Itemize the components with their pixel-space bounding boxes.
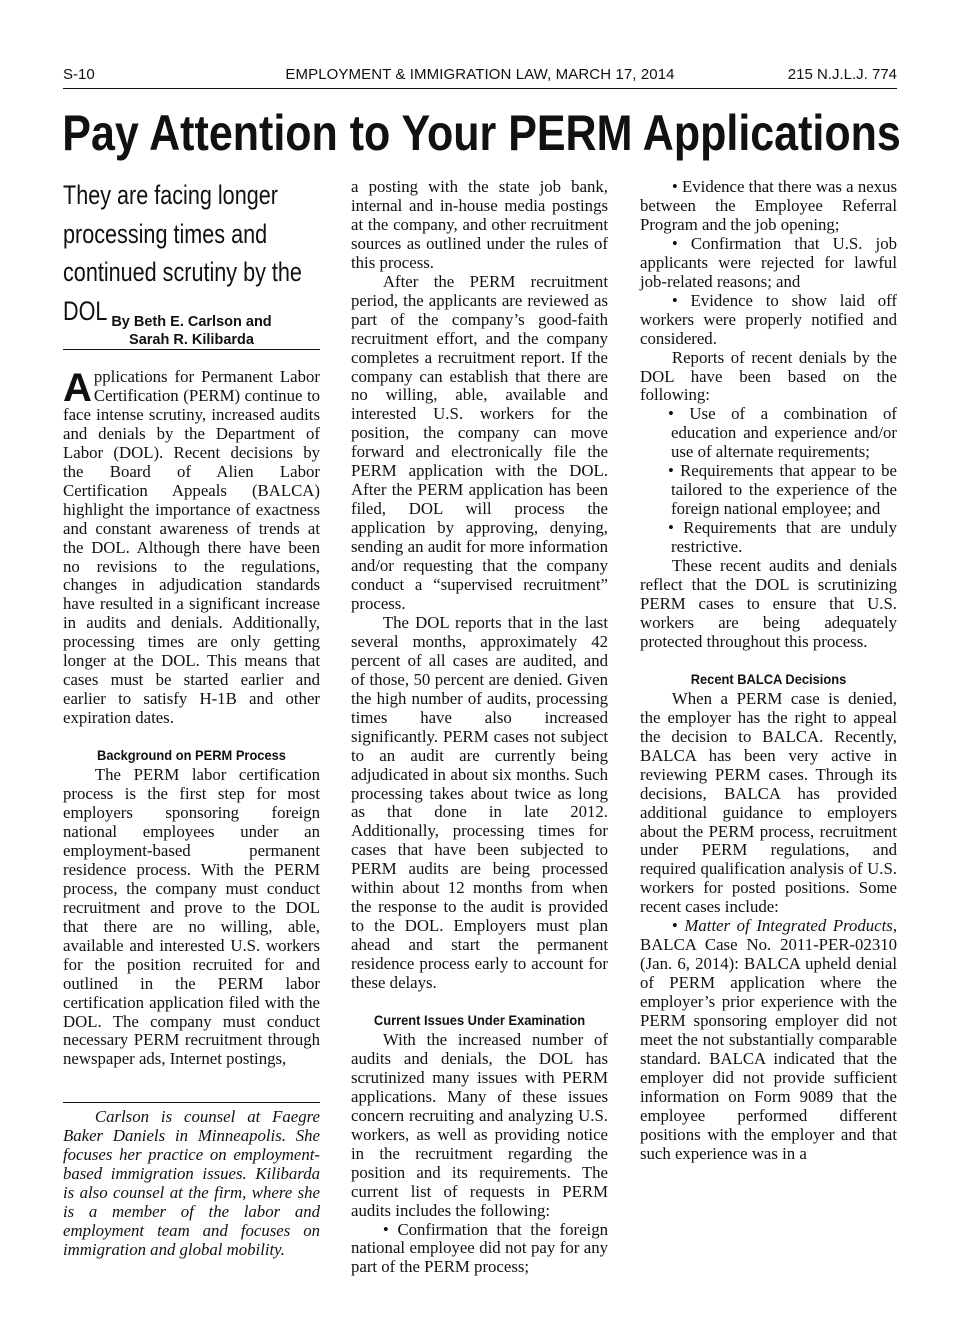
background-paragraph-3: The DOL reports that in the last several months, approximately 42 percent of all cases are audited, and of those, 50 percent are denied. Given the high number of audits, processing times have also increased significantly. PERM cases not subject to an audit are currently being adjudicated in about six months. Such processing takes about twice as long as that done in late 2012. Additionally, processing times for cases that have been subjected to PERM audits are being processed within about 12 months from when the response to the audit is provided to the DOL. Employers must plan ahead and start the permanent residence process early to account for these delays. [351,612,608,993]
balca-paragraph-1: When a PERM case is denied, the employer has the right to appeal the decision to BALCA. Recently, BALCA has been very active in reviewing PERM cases. Through its decisions, BALCA has provided additional guidance to employers about the PERM process, recruitment under PERM regulations, and required qualification analysis of U.S. workers for posted positions. Some recent cases include: [640,688,897,917]
case-name: Matter of Integrated Products [684,916,893,936]
byline-line-1: By Beth E. Carlson and [111,314,272,330]
headline: Pay Attention to Your PERM Applications [62,105,901,161]
section-heading-background: Background on PERM Process [97,747,286,764]
publication-line: EMPLOYMENT & IMMIGRATION LAW, MARCH 17, 2014 [285,66,675,83]
author-bio [63,1102,320,1259]
byline-line-2: Sarah R. Kilibarda [129,332,254,348]
background-paragraph-1-continued: a posting with the state job bank, internal and in-house media postings at the company, and other recruitment sources as outlined under the rules of this process. [351,177,608,272]
intro-paragraph [63,368,320,728]
denial-bullet: • Requirements that appear to be tailored to the experience of the foreign national employee; and [668,461,897,519]
byline [63,313,320,349]
column-3 [640,178,897,1164]
background-paragraph-1: The PERM labor certification process is the first step for most employers sponsoring foreign national employees under an employment-based permanent residence process. With the PERM process, the company must conduct recruitment and prove to the DOL that there are no willing, able, available and interested U.S. workers for the position recruited for and outlined in the PERM labor certification application filed with the DOL. The company must conduct necessary PERM recruitment through newspaper ads, Internet postings, [63,765,320,1069]
citation: 215 N.J.L.J. 774 [787,66,897,83]
audit-bullet: • Evidence to show laid off workers were properly notified and considered. [640,290,897,348]
byline-divider [63,349,320,350]
denial-bullet: • Use of a combination of education and experience and/or use of alternate requirements; [668,404,897,462]
column-2 [351,178,608,1277]
running-header [63,64,897,89]
section-heading-balca: Recent BALCA Decisions [690,670,847,687]
audit-bullet: • Confirmation that U.S. job applicants were rejected for lawful job-related reasons; and [640,233,897,291]
author-bio-text: Carlson is counsel at Faegre Baker Daniels in Minneapolis. She focuses her practice on employment-based immigration issues. Kilibarda is also counsel at the firm, where she is a member of the labor and employment team and focuses on immigration and global mobility. [63,1107,320,1259]
column-1 [63,368,320,1069]
section-heading-current-issues: Current Issues Under Examination [373,1011,586,1028]
current-issues-paragraph-2: Reports of recent denials by the DOL have been based on the following: [640,347,897,405]
audit-bullet: • Confirmation that the foreign national employee did not pay for any part of the PERM process; [351,1219,608,1277]
background-paragraph-2: After the PERM recruitment period, the applicants are reviewed as part of the company’s good-faith recruitment effort, and the company completes a recruitment report. If the company can establish that there are no willing, able, available and interested U.S. workers for the position, the company can move forward and electronically file the PERM application with the DOL. After the PERM application has been filed, DOL will process the application by approving, denying, sending an audit for more information and/or requesting that the company conduct a “supervised recruitment” process. [351,271,608,613]
deck-subtitle: They are facing longer processing times and continued scrutiny by the DOL [63,180,302,326]
page-number: S-10 [63,66,95,83]
audit-bullet: • Evidence that there was a nexus between the Employee Referral Program and the job opening; [640,177,897,234]
current-issues-paragraph-1: With the increased number of audits and denials, the DOL has scrutinized many issues with PERM applications. Many of these issues concern recruiting and analyzing U.S. workers, as well as providing notice in the recruitment regarding the position and its requirements. The current list of requests in PERM audits includes the following: [351,1029,608,1220]
balca-case-paragraph [640,917,897,1163]
intro-text: pplications for Permanent Labor Certification (PERM) continue to face intense scrutiny, increased audits and denials by the Department of Labor (DOL). Recent decisions by the Board of Alien Labor Certification Appeals (BALCA) highlight the importance of exactness and constant awareness of trends at the DOL. Although there have been no revisions to the regulations, changes in adjudication standards have resulted in a significant increase in audits and denials. Additionally, processing times are only getting longer at the DOL. This means that cases must be started earlier and earlier to satisfy H-1B and other expiration dates. [63,367,320,728]
drop-cap: A [63,366,92,410]
case-bullet: • [671,916,678,936]
case-text: , BALCA Case No. 2011-PER-02310 (Jan. 6, 2014): BALCA upheld denial of PERM application where the employer’s prior experience with the PERM sponsoring employer did not meet the not substantially comparable standard. BALCA indicated that the employer did not provide sufficient information on Form 9089 that the employee performed different positions with the employer and that such experience was in a [640,916,898,1163]
denial-bullet: • Requirements that are unduly restrictive. [668,518,897,557]
current-issues-paragraph-3: These recent audits and denials reflect that the DOL is scrutinizing PERM cases to ensure that U.S. workers are being adequately protected throughout this process. [640,556,897,651]
